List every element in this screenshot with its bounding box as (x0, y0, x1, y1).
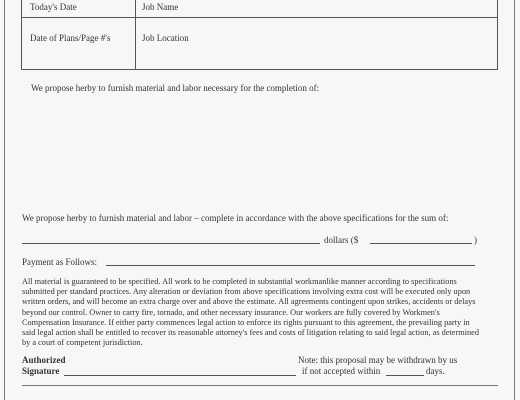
withdrawal-note-line1: Note: this proposal may be withdrawn by us (298, 355, 458, 365)
dollars-close: ) (474, 235, 477, 245)
job-name-label: Job Name (142, 2, 179, 12)
payment-line (106, 265, 475, 266)
terms-line: Compensation Insurance. If either party commences legal action to enforce its rights pursuant to this agreement, the prevailing party in (22, 317, 470, 327)
terms-line: beyond our control. Owner to carry fire, tornado, and other necessary insurance. Our workers are fully covered by Workmen's (22, 307, 440, 317)
terms-line: All material is guaranteed to be specified. All work to be completed in substantial workmanlike manner according to specifications (22, 277, 457, 286)
page-border-left (4, 0, 5, 400)
signature-line (64, 375, 296, 376)
amount-numeric-line (370, 243, 472, 244)
date-of-plans-label: Date of Plans/Page #'s (30, 33, 111, 43)
table-divider-vertical (135, 0, 136, 69)
days-label: days. (426, 366, 445, 376)
signature-label: Signature (22, 366, 60, 376)
withdrawal-note-line2: if not accepted within (302, 366, 381, 376)
dollars-label: dollars ($ (324, 235, 359, 245)
terms-line: by a court of competent jurisdiction. (22, 338, 143, 348)
job-info-table (21, 0, 498, 70)
amount-words-line (22, 243, 320, 244)
terms-line: said legal action shall be entitled to recover its reasonable attorney's fees and costs of litigation relating to said legal action, as determined (22, 328, 479, 338)
proposal-intro-text: We propose herby to furnish material and labor necessary for the completion of: (31, 83, 320, 93)
payment-label: Payment as Follows: (22, 257, 98, 267)
authorized-label: Authorized (22, 355, 66, 365)
bottom-rule (22, 385, 498, 386)
job-location-label: Job Location (142, 33, 189, 43)
todays-date-label: Today's Date (30, 2, 77, 12)
sum-statement-text: We propose herby to furnish material and labor – complete in accordance with the above specifications for the sum of: (22, 213, 449, 223)
terms-line: submitted per standard practices. Any alteration or deviation from above specifications involving extra cost will be executed only upon (22, 287, 471, 297)
terms-line: written orders, and will become an extra charge over and above the estimate. All agreements contingent upon strikes, accidents or delays (22, 297, 476, 307)
terms-paragraph (22, 277, 498, 348)
page-border-right (514, 0, 515, 400)
days-line (386, 375, 424, 376)
table-divider-horizontal (22, 17, 497, 18)
